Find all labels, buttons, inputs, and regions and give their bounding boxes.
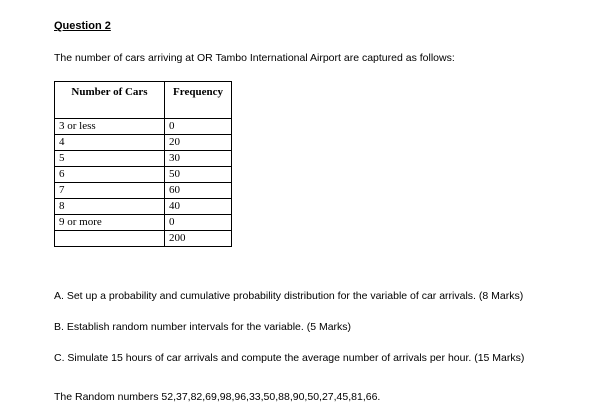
table-row	[55, 199, 232, 215]
cars-cell: 5	[55, 151, 165, 167]
table-row	[55, 167, 232, 183]
table-row	[55, 151, 232, 167]
frequency-cell: 0	[165, 215, 232, 231]
frequency-cell: 40	[165, 199, 232, 215]
table-total-row	[55, 231, 232, 247]
cars-cell	[55, 231, 165, 247]
cars-cell: 3 or less	[55, 119, 165, 135]
cars-cell: 7	[55, 183, 165, 199]
question-a: A. Set up a probability and cumulative probability distribution for the variable of car arrivals. (8 Marks)	[54, 290, 524, 302]
frequency-cell: 20	[165, 135, 232, 151]
table-row	[55, 135, 232, 151]
table-header-row	[55, 82, 232, 119]
frequency-total-cell: 200	[165, 231, 232, 247]
table-row	[55, 183, 232, 199]
question-list	[54, 290, 524, 383]
header-frequency: Frequency	[165, 82, 232, 119]
question-c: C. Simulate 15 hours of car arrivals and compute the average number of arrivals per hour. (15 Marks)	[54, 352, 525, 364]
cars-cell: 8	[55, 199, 165, 215]
frequency-cell: 30	[165, 151, 232, 167]
question-heading: Question 2	[54, 20, 111, 32]
frequency-cell: 0	[165, 119, 232, 135]
table-row	[55, 215, 232, 231]
cars-cell: 6	[55, 167, 165, 183]
header-number-of-cars: Number of Cars	[55, 82, 165, 119]
frequency-table	[54, 81, 232, 247]
frequency-cell: 50	[165, 167, 232, 183]
random-numbers-text: The Random numbers 52,37,82,69,98,96,33,50,88,90,50,27,45,81,66.	[54, 391, 381, 403]
cars-cell: 4	[55, 135, 165, 151]
intro-text: The number of cars arriving at OR Tambo International Airport are captured as follows:	[54, 52, 455, 64]
cars-cell: 9 or more	[55, 215, 165, 231]
question-b: B. Establish random number intervals for the variable. (5 Marks)	[54, 321, 352, 333]
table-row	[55, 119, 232, 135]
frequency-cell: 60	[165, 183, 232, 199]
